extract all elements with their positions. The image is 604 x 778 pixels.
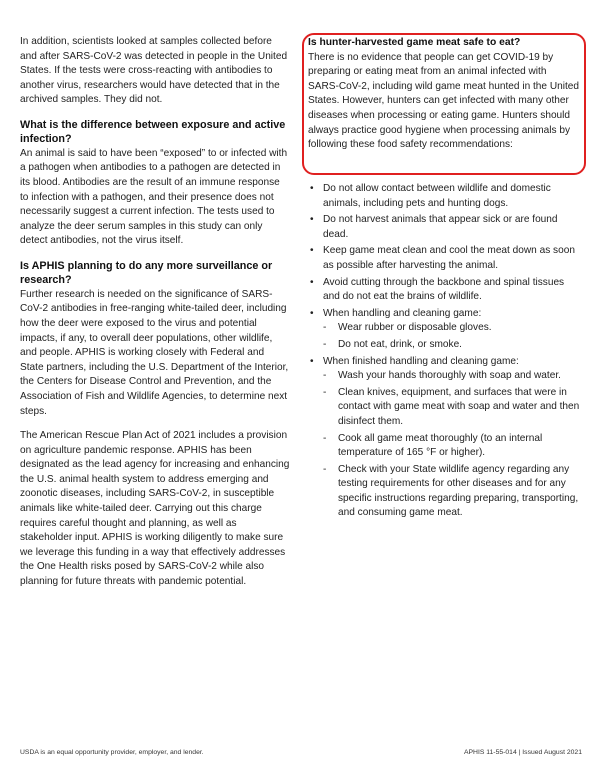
list-item: • Do not allow contact between wildlife and domestic animals, including pets and hunting dogs. [310, 183, 551, 209]
intro-paragraph: In addition, scientists looked at samples collected before and after SARS-CoV-2 was detected in people in the United States. If the tests were cross-reacting with antibodies to another virus, researchers would have detected that in the archived samples. They did not. [20, 36, 288, 106]
list-item: • Avoid cutting through the backbone and spinal tissues and do not eat the brains of wildlife. [310, 276, 565, 303]
callout-body: There is no evidence that people can get COVID-19 by preparing or eating meat from an animal infected with SARS-CoV-2, including wild game meat hunted in the United States. However, hunters can get infected with many other diseases when processing or eating game. Hunters should always practice good hygiene when processing animals by following these food safety recommendations: [308, 51, 579, 151]
bullet-icon: • [310, 214, 314, 226]
dash-icon: - [323, 322, 327, 334]
dash-icon: - [323, 370, 327, 382]
section-heading-exposure: What is the difference between exposure and active infection? [20, 118, 286, 146]
footer-publication-id: APHIS 11-55-014 | Issued August 2021 [463, 749, 582, 756]
handling-sublist [323, 321, 580, 352]
dash-icon: - [323, 386, 327, 398]
finished-sublist [323, 369, 580, 521]
list-item: • When handling and cleaning game: - Wear rubber or disposable gloves. - Do not eat, drink, or smoke. [308, 307, 580, 353]
dash-icon: - [323, 338, 327, 350]
food-safety-list [308, 182, 580, 523]
sub-list-item: - Clean knives, equipment, and surfaces that were in contact with game meat with soap and water and then disinfect them. [323, 386, 580, 427]
bullet-icon: • [310, 183, 314, 194]
section-heading-surveillance: Is APHIS planning to do any more surveillance or research? [20, 259, 273, 287]
left-column [20, 35, 290, 590]
list-item: • When finished handling and cleaning game: - Wash your hands thoroughly with soap and water. - Clean knives, equipment, and surfaces that were in contact with game meat with soap and water and then disinfect them. - Cook all game meat thoroughly (to an internal temperature of 165 °F or higher). - Check with your State wildlife agency regarding any testing requirements for other diseases and for any specific instructions regarding preparing, transporting, and consuming game meat. [308, 355, 580, 522]
section-body-surveillance: Further research is needed on the significance of SARS-CoV-2 antibodies in free-ranging white-tailed deer, including how the deer were exposed to the virus and potential impacts, if any, to overall deer populations, other wildlife, and people. APHIS is working closely with Federal and State partners, including the U.S. Department of the Interior, the Centers for Disease Control and Prevention, and the Association of Fish and Wildlife Agencies, to determine next steps. [20, 288, 289, 417]
sub-list-item: - Cook all game meat thoroughly (to an internal temperature of 165 °F or higher). [323, 432, 543, 459]
sub-list-item: - Check with your State wildlife agency regarding any testing requirements for other diseases and for any specific instructions regarding preparing, transporting, and consuming game meat. [323, 463, 579, 519]
callout-heading: Is hunter-harvested game meat safe to eat? [308, 37, 521, 48]
list-item: • Do not harvest animals that appear sick or are found dead. [310, 214, 558, 240]
section-body-rescue-plan: The American Rescue Plan Act of 2021 includes a provision on agriculture pandemic response. APHIS has been designated as the lead agency for increasing and enhancing the U.S. animal health system to address emerging and zoonotic diseases, including SARS-CoV-2, in susceptible animals like white-tailed deer. Carrying out this charge requires careful thought and planning, as well as stakeholder input. APHIS is working diligently to make sure we leverage this funding in a way that effectively addresses the One Health risks posed by SARS-CoV-2 while also planning for future threats with pandemic potential. [20, 430, 290, 588]
list-item: • Keep game meat clean and cool the meat down as soon as possible after harvesting the animal. [310, 245, 575, 271]
callout-content [308, 36, 580, 153]
sub-list-item: - Do not eat, drink, or smoke. [323, 338, 580, 353]
section-body-exposure: An animal is said to have been “exposed” to or infected with a pathogen when antibodies to a pathogen are detected in its blood. Antibodies are the result of an immune response to infection with a pathogen, and their presence does not necessarily suggest a current infection. The tests used to analyze the deer serum samples in this study can only detect antibodies, not the virus itself. [20, 147, 288, 247]
footer-equal-opportunity: USDA is an equal opportunity provider, employer, and lender. [20, 749, 204, 756]
bullet-icon: • [310, 276, 314, 288]
bullet-icon: • [310, 355, 314, 367]
dash-icon: - [323, 432, 327, 444]
sub-list-item: - Wear rubber or disposable gloves. [323, 321, 580, 336]
bullet-icon: • [310, 245, 314, 257]
sub-list-item: - Wash your hands thoroughly with soap and water. [323, 369, 580, 384]
dash-icon: - [323, 463, 327, 475]
bullet-icon: • [310, 307, 314, 319]
